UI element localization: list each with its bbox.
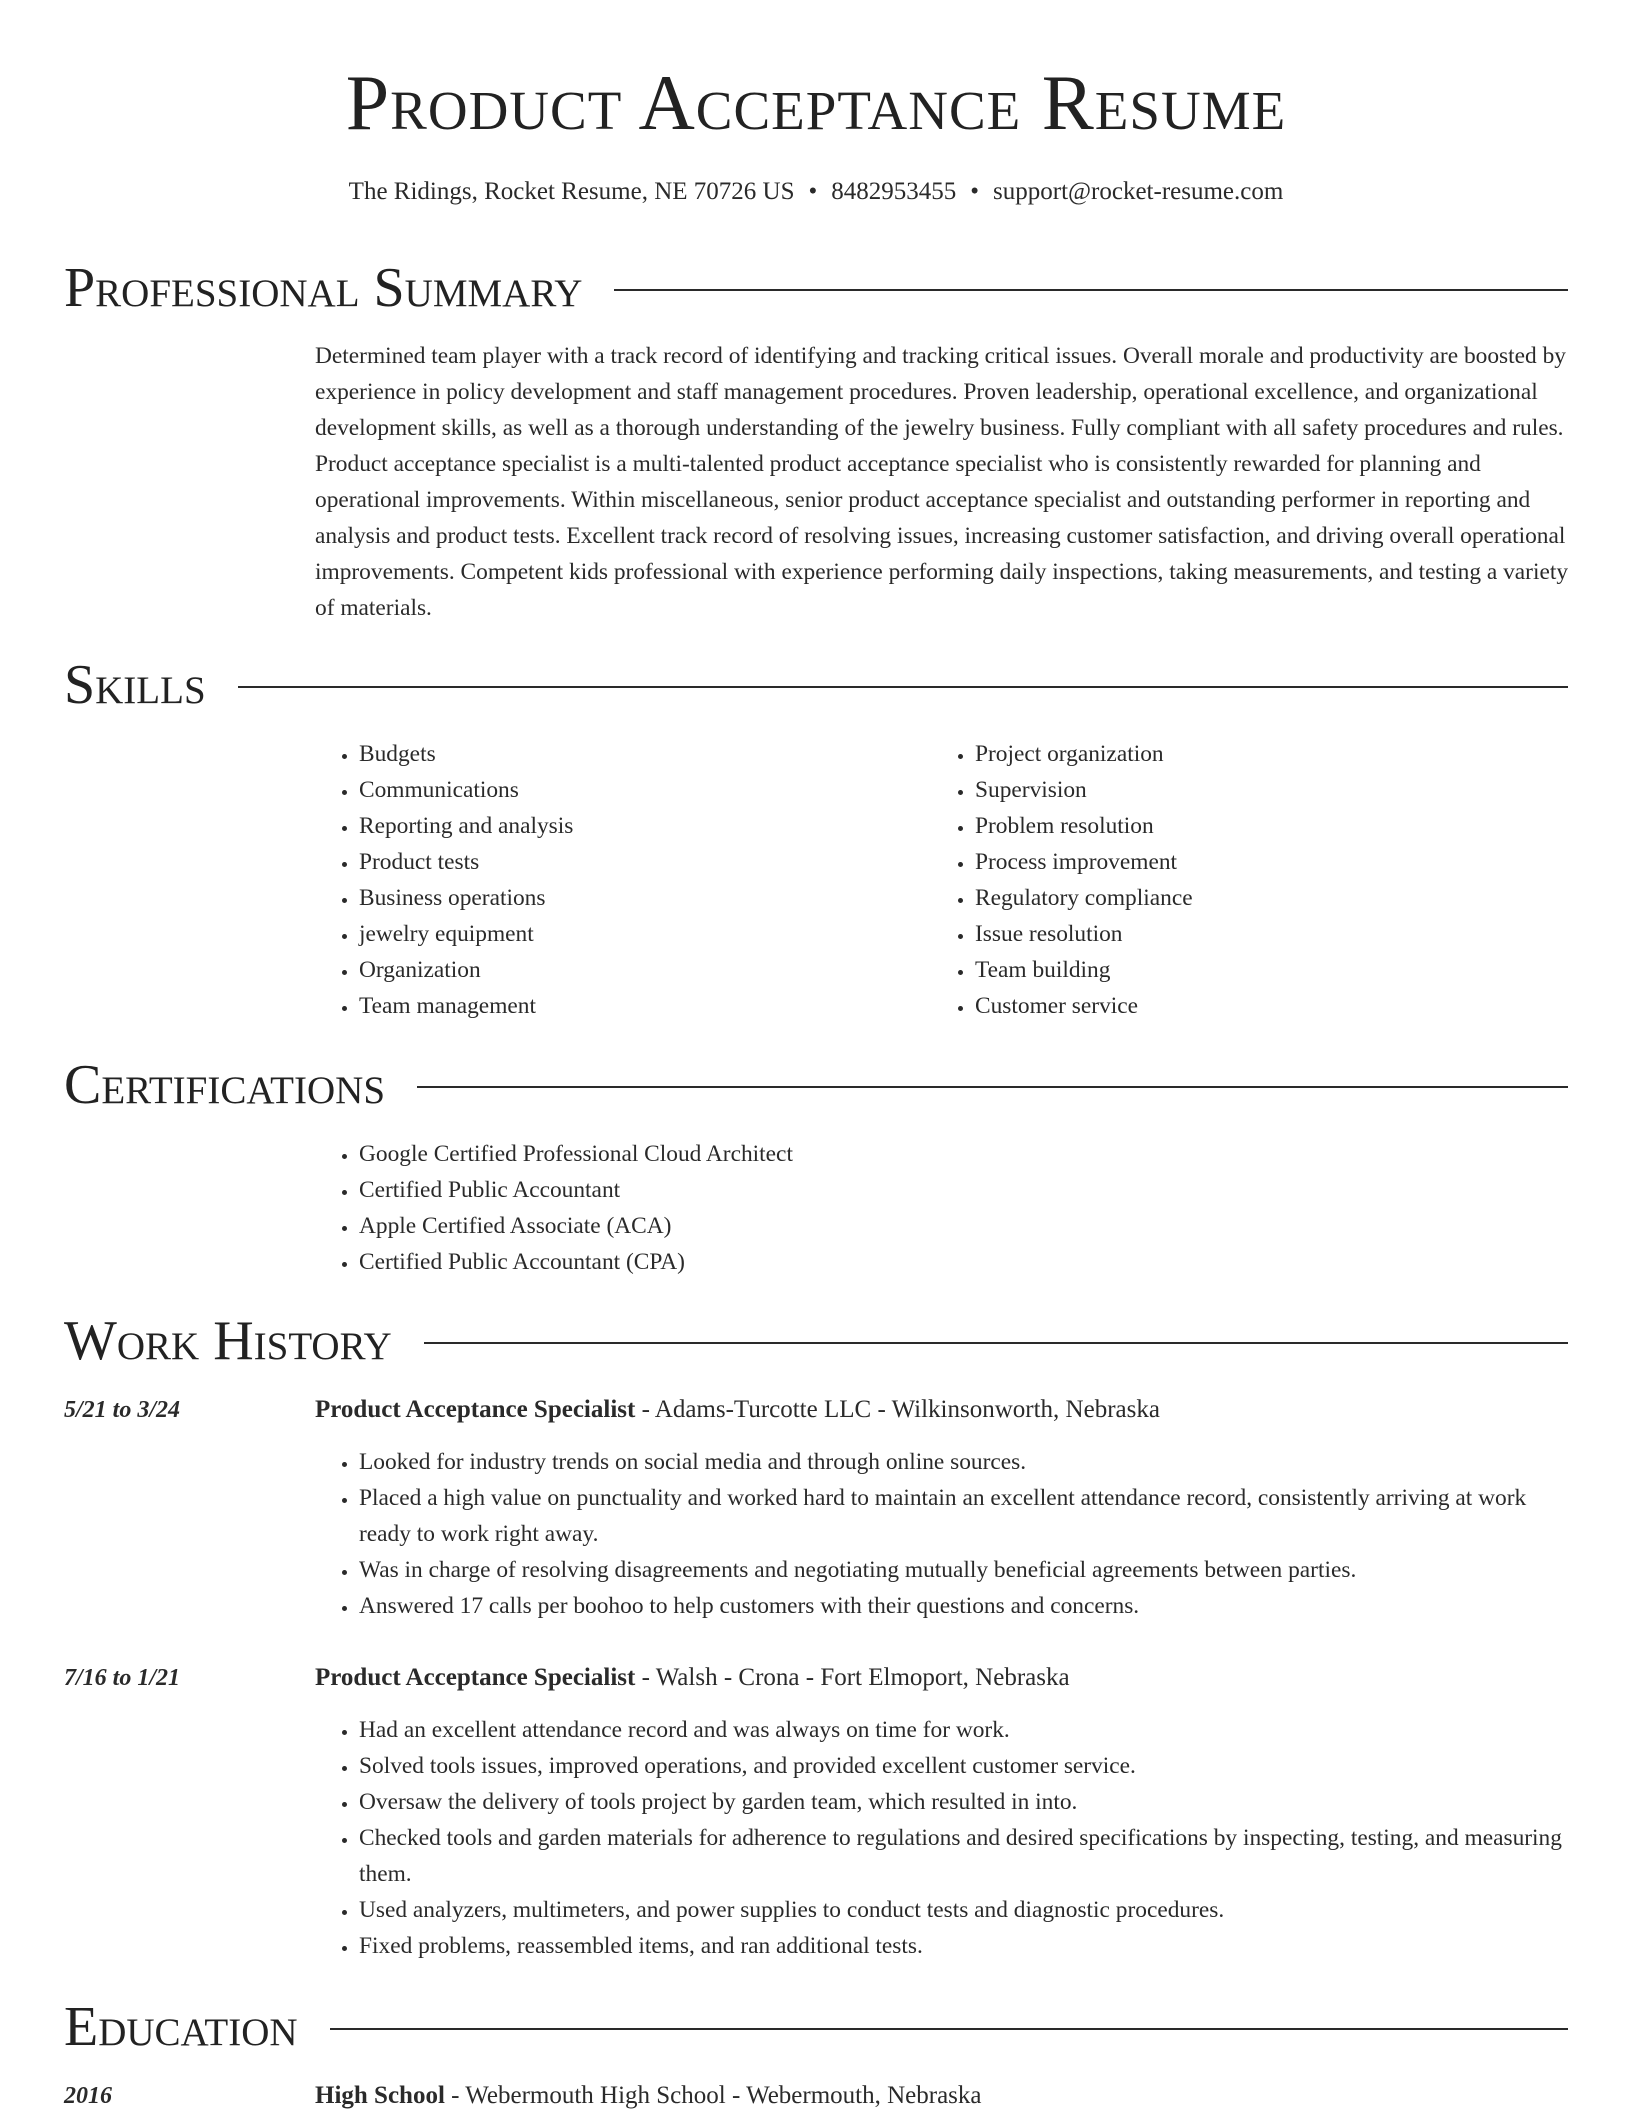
contact-address: The Ridings, Rocket Resume, NE 70726 US [348,178,795,205]
section-divider [417,1086,1568,1088]
job-duties-list [315,1712,1570,1964]
job-heading [315,1660,1070,1696]
skill-item: • Problem resolution [975,808,1193,844]
job-duty-item: • Looked for industry trends on social media and through online sources. [359,1444,1570,1480]
skill-item: • Customer service [975,988,1193,1024]
education-school: - Webermouth High School - Webermouth, Nebraska [444,2082,982,2109]
job-duty-item: • Placed a high value on punctuality and worked hard to maintain an excellent attendance record, consistently arriving at work ready to work right away. [359,1480,1570,1552]
contact-separator: • [808,178,818,205]
job-dates: 5/21 to 3/24 [64,1397,181,1423]
skill-item: • Product tests [359,844,573,880]
job-employer: - Walsh - Crona - Fort Elmoport, Nebraska [635,1664,1070,1691]
education-heading [315,2078,982,2114]
job-duties [315,1712,1570,1964]
contact-line [0,174,1632,210]
skill-item: • Communications [359,772,573,808]
skill-item: • Team building [975,952,1193,988]
section-divider [238,686,1568,688]
skill-item: • Issue resolution [975,916,1193,952]
certifications-list [315,1136,793,1280]
skills-column-left [315,736,573,1024]
job-duty-item: • Used analyzers, multimeters, and power supplies to conduct tests and diagnostic procedures. [359,1892,1570,1928]
section-title-skills: Skills [64,654,206,716]
skill-item: • Organization [359,952,573,988]
skill-item: • Process improvement [975,844,1193,880]
certification-item: • Certified Public Accountant [359,1172,793,1208]
summary-text: Determined team player with a track record of identifying and tracking critical issues. Overall morale and productivity are boosted by experience in policy development and staff management procedures. Proven leadership, operational excellence, and organizational development skills, as well as a thorough understanding of the jewelry business. Fully compliant with all safety procedures and rules. Product acceptance specialist is a multi-talented product acceptance specialist who is consistently rewarded for planning and operational improvements. Within miscellaneous, senior product acceptance specialist and outstanding performer in reporting and analysis and product tests. Excellent track record of resolving issues, increasing customer satisfaction, and driving overall operational improvements. Competent kids professional with experience performing daily inspections, taking measurements, and testing a variety of materials. [315,343,1569,621]
job-title: Product Acceptance Specialist [315,1664,636,1691]
job-duties [315,1444,1570,1624]
section-title-education: Education [64,1996,298,2058]
contact-email: support@rocket-resume.com [993,178,1284,205]
job-employer: - Adams-Turcotte LLC - Wilkinsonworth, Nebraska [635,1396,1160,1423]
job-duty-item: • Oversaw the delivery of tools project by garden team, which resulted in into. [359,1784,1570,1820]
certification-item: • Certified Public Accountant (CPA) [359,1244,793,1280]
skill-item: • Business operations [359,880,573,916]
section-title-certifications: Certifications [64,1054,386,1116]
skill-item: • Regulatory compliance [975,880,1193,916]
section-title-work: Work History [64,1310,392,1372]
certification-item: • Google Certified Professional Cloud Architect [359,1136,793,1172]
job-duties-list [315,1444,1570,1624]
job-duty-item: • Fixed problems, reassembled items, and ran additional tests. [359,1928,1570,1964]
job-duty-item: • Was in charge of resolving disagreements and negotiating mutually beneficial agreements between parties. [359,1552,1570,1588]
section-divider [424,1342,1568,1344]
section-divider [330,2028,1568,2030]
skill-item: • Reporting and analysis [359,808,573,844]
section-header-education [64,1995,1568,2059]
skill-item: • jewelry equipment [359,916,573,952]
section-header-certifications [64,1053,1568,1117]
section-divider [614,289,1568,291]
education-year: 2016 [64,2083,112,2109]
contact-separator: • [970,178,980,205]
skills-column-right [931,736,1193,1024]
job-heading [315,1392,1160,1428]
skills-list-right [931,736,1193,1024]
resume-title: Product Acceptance Resume [345,59,1287,146]
section-header-summary [64,256,1568,320]
section-title-summary: Professional Summary [64,257,583,319]
job-duty-item: • Had an excellent attendance record and was always on time for work. [359,1712,1570,1748]
skill-item: • Budgets [359,736,573,772]
skill-item: • Team management [359,988,573,1024]
skills-list-left [315,736,573,1024]
contact-phone: 8482953455 [831,178,957,205]
job-duty-item: • Answered 17 calls per boohoo to help customers with their questions and concerns. [359,1588,1570,1624]
job-dates: 7/16 to 1/21 [64,1665,181,1691]
certifications-block [315,1136,793,1280]
education-degree: High School [315,2082,445,2109]
job-duty-item: • Checked tools and garden materials for adherence to regulations and desired specifications by inspecting, testing, and measuring them. [359,1820,1570,1892]
job-title: Product Acceptance Specialist [315,1396,636,1423]
section-header-skills [64,653,1568,717]
certification-item: • Apple Certified Associate (ACA) [359,1208,793,1244]
job-duty-item: • Solved tools issues, improved operations, and provided excellent customer service. [359,1748,1570,1784]
section-header-work [64,1309,1568,1373]
skill-item: • Supervision [975,772,1193,808]
skill-item: • Project organization [975,736,1193,772]
